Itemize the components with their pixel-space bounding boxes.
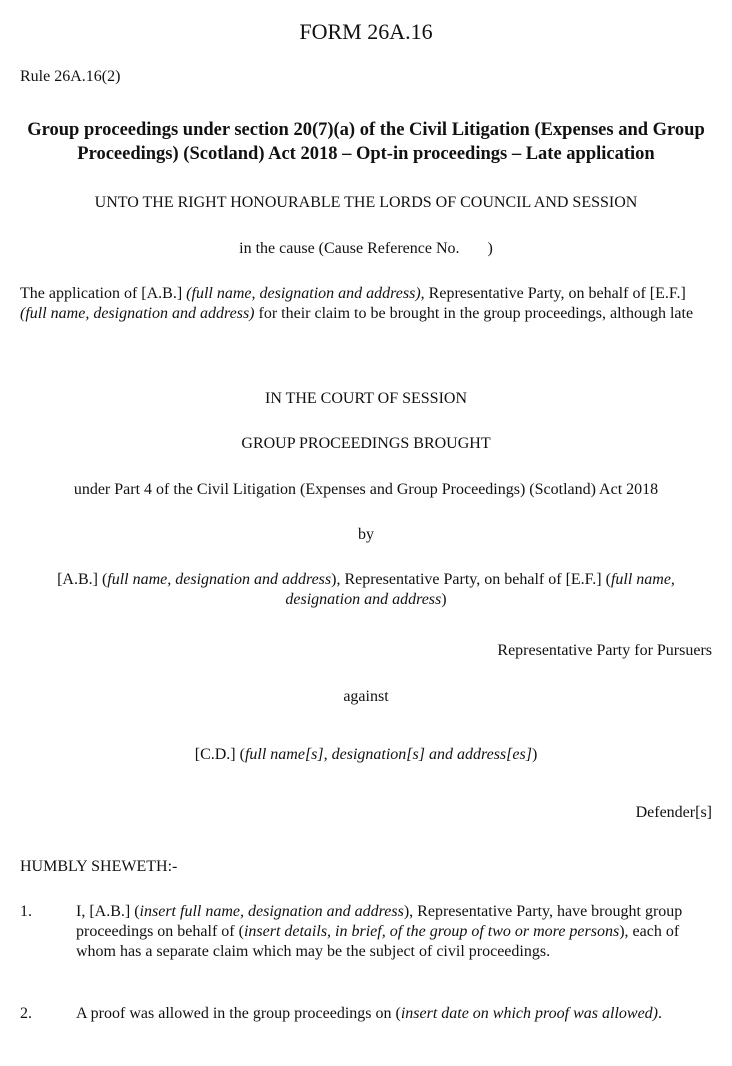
form-heading: Group proceedings under section 20(7)(a) of the Civil Litigation (Expenses and Group Proceedings) (Scotland) Act 2018 – Opt-in proceedings – Late application [27, 120, 705, 164]
defender-placeholder: full name[s], designation[s] and address[es] [244, 746, 532, 763]
application-paragraph [20, 284, 712, 324]
group-proceedings-brought: GROUP PROCEEDINGS BROUGHT [241, 435, 491, 452]
list-item [20, 1004, 712, 1024]
list-item-text [76, 1004, 712, 1024]
list-item-text [76, 902, 712, 962]
item-1-placeholder-1: insert full name, designation and address [139, 903, 404, 920]
party-text-1: [A.B.] ( [57, 571, 108, 588]
list-item-number: 2. [20, 1005, 32, 1022]
court-line: IN THE COURT OF SESSION [264, 390, 468, 407]
item-1-text-1: I, [A.B.] ( [76, 903, 140, 920]
humbly-sheweth: HUMBLY SHEWETH:- [20, 858, 178, 875]
party-placeholder-1: full name, designation and address [107, 571, 332, 588]
party-text-3: ) [441, 591, 447, 608]
item-2-placeholder-1: insert date on which proof was allowed) [400, 1005, 658, 1022]
item-1-text-3: ), each of whom has a separate claim which may be the subject of civil proceedings. [76, 923, 680, 960]
list-item-number: 1. [20, 903, 32, 920]
defender-text-1: [C.D.] ( [194, 746, 245, 763]
cause-line [20, 239, 712, 259]
cause-suffix: ) [487, 240, 493, 257]
list-item [20, 902, 712, 962]
defender-name-line [20, 745, 712, 765]
defenders-label: Defender[s] [635, 804, 712, 821]
application-placeholder-1: (full name, designation and address) [186, 285, 421, 302]
item-1-placeholder-2: insert details, in brief, of the group of two or more persons [243, 923, 620, 940]
item-2-text-2: . [658, 1005, 662, 1022]
application-text-1: The application of [A.B.] [20, 285, 187, 302]
unto-line: UNTO THE RIGHT HONOURABLE THE LORDS OF COUNCIL AND SESSION [94, 194, 638, 211]
representative-party-line [20, 570, 712, 610]
under-part-line: under Part 4 of the Civil Litigation (Expenses and Group Proceedings) (Scotland) Act 2018 [73, 481, 659, 498]
form-title: FORM 26A.16 [299, 19, 433, 44]
defender-text-2: ) [531, 746, 538, 763]
by-line: by [358, 526, 374, 543]
rule-reference: Rule 26A.16(2) [20, 68, 121, 85]
application-placeholder-2: (full name, designation and address) [20, 305, 255, 322]
cause-prefix: in the cause (Cause Reference No. [239, 240, 460, 257]
party-placeholder-2: full name, designation and address [285, 571, 675, 608]
item-1-text-2: ), Representative Party, have brought group proceedings on behalf of ( [76, 903, 683, 940]
party-text-2: ), Representative Party, on behalf of [E.F.] ( [331, 571, 611, 588]
item-2-text-1: A proof was allowed in the group proceedings on ( [76, 1005, 401, 1022]
representative-party-for-pursuers: Representative Party for Pursuers [497, 642, 712, 659]
application-text-3: for their claim to be brought in the group proceedings, although late [254, 305, 694, 322]
against-line: against [343, 688, 389, 705]
application-text-2: , Representative Party, on behalf of [E.F.] [420, 285, 686, 302]
